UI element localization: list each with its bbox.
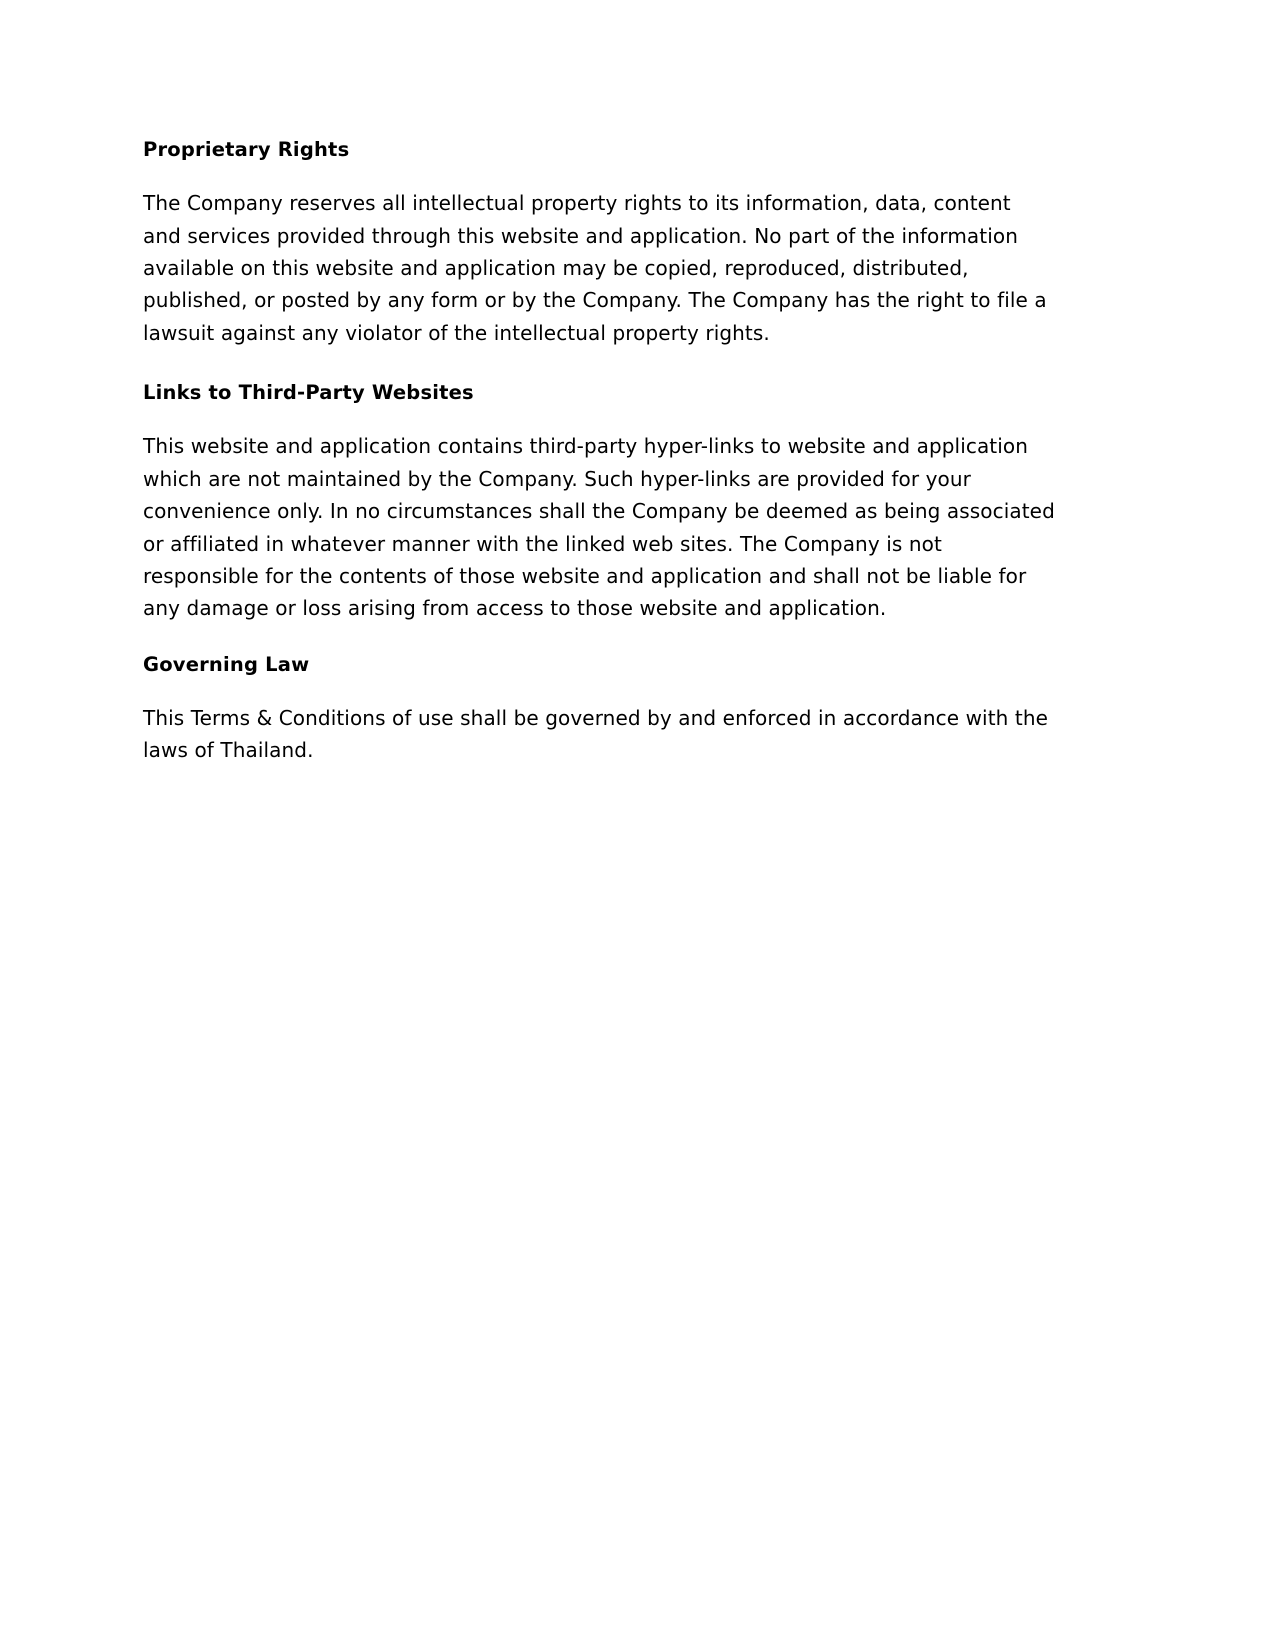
section-paragraph: This website and application contains third-party hyper-links to website and application which are not maintained by the Company. Such hyper-links are provided for your convenience only. In no circumstances shall the Company be deemed as being associated or affiliated in whatever manner with the linked web sites. The Company is not responsible for the contents of those website and application and shall not be liable for any damage or loss arising from access to those website and application. [143, 434, 1055, 621]
section-paragraph: This Terms & Conditions of use shall be governed by and enforced in accordance with the laws of Thailand. [143, 706, 1049, 763]
document-body [143, 136, 1055, 793]
section-heading: Links to Third-Party Websites [143, 381, 474, 405]
section-governing-law [143, 651, 1055, 767]
section-paragraph: The Company reserves all intellectual property rights to its information, data, content and services provided through this website and application. No part of the information available on this website and application may be copied, reproduced, distributed, published, or posted by any form or by the Company. The Company has the right to file a lawsuit against any violator of the intellectual property rights. [143, 191, 1047, 345]
section-heading: Proprietary Rights [143, 138, 350, 161]
section-heading: Governing Law [143, 652, 310, 676]
section-proprietary-rights [143, 136, 1055, 349]
section-links-to-third-party-websites [143, 379, 1055, 625]
